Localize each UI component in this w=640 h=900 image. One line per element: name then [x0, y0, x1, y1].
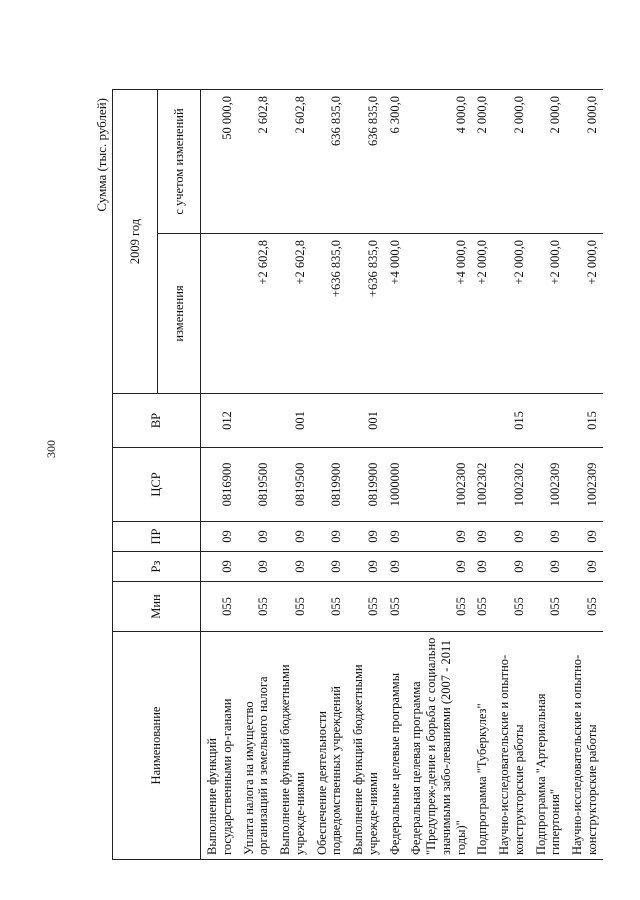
cell-min: 055	[384, 582, 406, 632]
cell-csr: 0819500	[238, 448, 275, 522]
cell-total: 2 602,8	[274, 89, 311, 233]
cell-min: 055	[347, 582, 384, 632]
rotated-page-content	[92, 90, 599, 860]
table-row	[493, 89, 530, 859]
table-row	[274, 89, 311, 859]
cell-pr: 09	[566, 522, 603, 552]
cell-rz: 09	[311, 552, 348, 582]
cell-csr: 1002302	[493, 448, 530, 522]
cell-rz: 09	[347, 552, 384, 582]
cell-total: 6 300,0	[384, 89, 406, 233]
cell-changes: +2 000,0	[471, 234, 493, 394]
unit-caption: Сумма (тыс. рублей)	[94, 98, 109, 212]
table-row	[566, 89, 603, 859]
cell-csr: 1002309	[530, 448, 567, 522]
cell-vr: 001	[347, 394, 384, 448]
cell-changes: +4 000,0	[384, 234, 406, 394]
cell-changes	[201, 234, 238, 394]
cell-csr: 1002309	[566, 448, 603, 522]
table-row	[238, 89, 275, 859]
cell-vr	[238, 394, 275, 448]
table-row	[405, 89, 471, 859]
header-with-changes: с учетом изменений	[158, 89, 201, 233]
cell-total: 2 000,0	[566, 89, 603, 233]
cell-pr: 09	[405, 522, 471, 552]
cell-csr: 0816900	[201, 448, 238, 522]
cell-pr: 09	[493, 522, 530, 552]
cell-changes: +2 602,8	[238, 234, 275, 394]
cell-min: 055	[238, 582, 275, 632]
cell-total: 2 000,0	[530, 89, 567, 233]
cell-name: Выполнение функций бюджетными учрежде-ниями	[347, 632, 384, 860]
cell-min: 055	[405, 582, 471, 632]
cell-vr: 001	[274, 394, 311, 448]
cell-name: Подпрограмма "Туберкулез"	[471, 632, 493, 860]
cell-vr: 012	[201, 394, 238, 448]
table-row	[201, 89, 238, 859]
cell-changes: +2 000,0	[530, 234, 567, 394]
header-changes: изменения	[158, 234, 201, 394]
cell-changes: +4 000,0	[405, 234, 471, 394]
table-body	[201, 89, 603, 859]
header-pr: ПР	[113, 522, 201, 552]
cell-rz: 09	[471, 552, 493, 582]
cell-total: 4 000,0	[405, 89, 471, 233]
cell-pr: 09	[530, 522, 567, 552]
cell-pr: 09	[347, 522, 384, 552]
table-row	[311, 89, 348, 859]
cell-changes: +2 000,0	[566, 234, 603, 394]
header-csr: ЦСР	[113, 448, 201, 522]
cell-pr: 09	[238, 522, 275, 552]
cell-total: 2 000,0	[471, 89, 493, 233]
cell-rz: 09	[566, 552, 603, 582]
cell-vr	[405, 394, 471, 448]
header-year: 2009 год	[113, 89, 158, 393]
cell-pr: 09	[471, 522, 493, 552]
cell-total: 636 835,0	[347, 89, 384, 233]
cell-changes: +2 000,0	[493, 234, 530, 394]
cell-rz: 09	[384, 552, 406, 582]
cell-changes: +636 835,0	[311, 234, 348, 394]
cell-changes: +2 602,8	[274, 234, 311, 394]
cell-min: 055	[201, 582, 238, 632]
cell-csr: 1002302	[471, 448, 493, 522]
header-rz: Рз	[113, 552, 201, 582]
cell-rz: 09	[274, 552, 311, 582]
cell-min: 055	[311, 582, 348, 632]
cell-total: 2 000,0	[493, 89, 530, 233]
cell-vr: 015	[566, 394, 603, 448]
cell-name: Федеральные целевые программы	[384, 632, 406, 860]
table-row	[384, 89, 406, 859]
cell-name: Федеральная целевая программа "Предупреж-дение и борьба с социально значимыми забо-леваниями (2007 - 2011 годы)"	[405, 632, 471, 860]
header-name: Наименование	[113, 632, 201, 860]
cell-name: Уплата налога на имущество организаций и земельного налога	[238, 632, 275, 860]
cell-name: Научно-исследовательские и опытно-конструкторские работы	[566, 632, 603, 860]
cell-min: 055	[471, 582, 493, 632]
cell-changes: +636 835,0	[347, 234, 384, 394]
cell-name: Выполнение функций государственными ор-ганами	[201, 632, 238, 860]
cell-pr: 09	[384, 522, 406, 552]
cell-min: 055	[274, 582, 311, 632]
cell-csr: 1002300	[405, 448, 471, 522]
cell-rz: 09	[238, 552, 275, 582]
cell-vr	[471, 394, 493, 448]
table-row	[530, 89, 567, 859]
cell-pr: 09	[201, 522, 238, 552]
cell-total: 2 602,8	[238, 89, 275, 233]
cell-csr: 0819500	[274, 448, 311, 522]
cell-rz: 09	[493, 552, 530, 582]
cell-vr	[530, 394, 567, 448]
cell-vr	[384, 394, 406, 448]
cell-rz: 09	[405, 552, 471, 582]
cell-rz: 09	[530, 552, 567, 582]
budget-table	[112, 89, 603, 860]
cell-csr: 0819900	[347, 448, 384, 522]
cell-name: Выполнение функций бюджетными учрежде-ниями	[274, 632, 311, 860]
cell-min: 055	[493, 582, 530, 632]
cell-total: 50 000,0	[201, 89, 238, 233]
table-row	[471, 89, 493, 859]
cell-vr: 015	[493, 394, 530, 448]
cell-total: 636 835,0	[311, 89, 348, 233]
cell-rz: 09	[201, 552, 238, 582]
cell-name: Обеспечение деятельности подведомственных учреждений	[311, 632, 348, 860]
header-min: Мин	[113, 582, 201, 632]
cell-min: 055	[566, 582, 603, 632]
header-row	[113, 89, 158, 859]
cell-name: Научно-исследовательские и опытно-конструкторские работы	[493, 632, 530, 860]
cell-pr: 09	[274, 522, 311, 552]
cell-name: Подпрограмма "Артериальная гипертония"	[530, 632, 567, 860]
cell-min: 055	[530, 582, 567, 632]
page-number: 300	[44, 440, 58, 458]
header-vr: ВР	[113, 394, 201, 448]
table-row	[347, 89, 384, 859]
cell-csr: 0819900	[311, 448, 348, 522]
cell-pr: 09	[311, 522, 348, 552]
cell-csr: 1000000	[384, 448, 406, 522]
cell-vr	[311, 394, 348, 448]
